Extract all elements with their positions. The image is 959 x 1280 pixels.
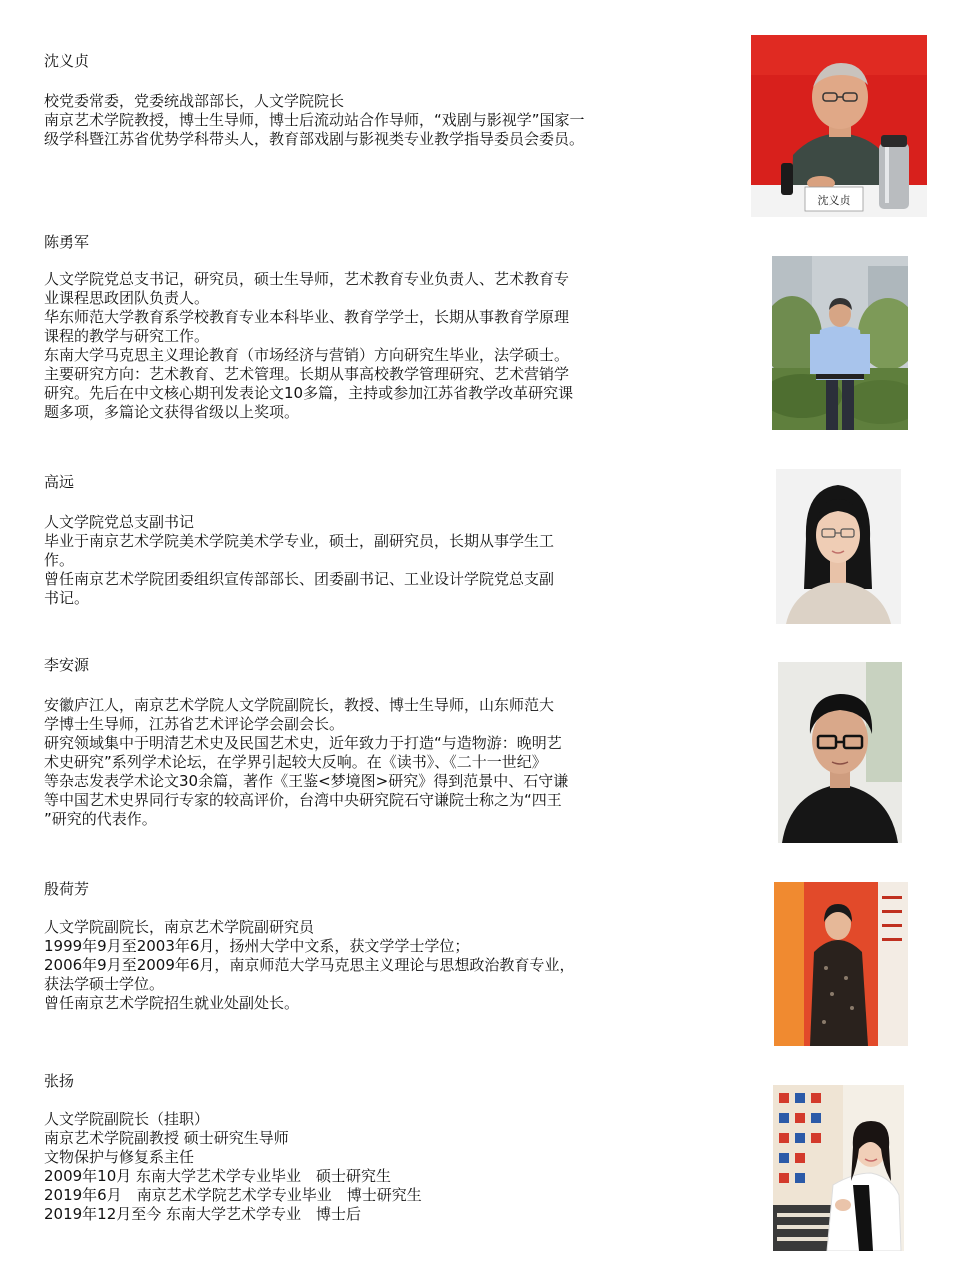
portrait-photo-gao-yuan	[776, 469, 901, 624]
bio-line: 级学科暨江苏省优势学科带头人，教育部戏剧与影视类专业教学指导委员会委员。	[44, 130, 585, 148]
person-bio-chen-yongjun	[44, 270, 704, 422]
bio-line: 业课程思政团队负责人。	[44, 289, 210, 307]
bio-line: 文物保护与修复系主任	[44, 1148, 195, 1166]
portrait-photo-yin-hefang	[774, 882, 908, 1046]
bio-line: 术史研究”系列学术论坛，在学界引起较大反响。在《读书》、《二十一世纪》	[44, 753, 547, 771]
bio-line: 2006年9月至2009年6月，南京师范大学马克思主义理论与思想政治教育专业，	[44, 956, 575, 974]
person-name-zhang-yang: 张扬	[44, 1072, 75, 1090]
person-bio-shen-yizhen	[44, 92, 704, 149]
bio-line: 安徽庐江人，南京艺术学院人文学院副院长，教授、博士生导师，山东师范大	[44, 696, 555, 714]
bio-line: 人文学院副院长，南京艺术学院副研究员	[44, 918, 315, 936]
bio-line: 获法学硕士学位。	[44, 975, 165, 993]
bio-line: 书记。	[44, 589, 90, 607]
bio-line: 南京艺术学院教授，博士生导师，博士后流动站合作导师，“戏剧与影视学”国家一	[44, 111, 585, 129]
bio-line: 2009年10月 东南大学艺术学专业毕业 硕士研究生	[44, 1167, 392, 1185]
bio-line: 1999年9月至2003年6月，扬州大学中文系，获文学学士学位；	[44, 937, 470, 955]
bio-line: 人文学院党总支副书记	[44, 513, 195, 531]
bio-line: 曾任南京艺术学院招生就业处副处长。	[44, 994, 300, 1012]
bio-line: 题多项，多篇论文获得省级以上奖项。	[44, 403, 300, 421]
bio-line: 研究。先后在中文核心期刊发表论文10多篇，主持或参加江苏省教学改革研究课	[44, 384, 574, 402]
bio-line: ”研究的代表作。	[44, 810, 157, 828]
bio-line: 主要研究方向：艺术教育、艺术管理。长期从事高校教学管理研究、艺术营销学	[44, 365, 570, 383]
bio-line: 华东师范大学教育系学校教育专业本科毕业、教育学学士，长期从事教育学原理	[44, 308, 570, 326]
portrait-photo-shen-yizhen	[751, 35, 927, 217]
person-bio-zhang-yang	[44, 1110, 704, 1224]
bio-line: 研究领域集中于明清艺术史及民国艺术史，近年致力于打造“与造物游：晚明艺	[44, 734, 562, 752]
bio-line: 曾任南京艺术学院团委组织宣传部部长、团委副书记、工业设计学院党总支副	[44, 570, 555, 588]
bio-line: 南京艺术学院副教授 硕士研究生导师	[44, 1129, 289, 1147]
person-bio-li-anyuan	[44, 696, 704, 829]
bio-line: 人文学院副院长（挂职）	[44, 1110, 210, 1128]
person-name-chen-yongjun: 陈勇军	[44, 233, 90, 251]
bio-line: 校党委常委，党委统战部部长，人文学院院长	[44, 92, 345, 110]
person-name-gao-yuan: 高远	[44, 473, 75, 491]
nameplate-text: 沈义贞	[817, 194, 851, 207]
bio-line: 2019年12月至今 东南大学艺术学专业 博士后	[44, 1205, 362, 1223]
person-bio-yin-hefang	[44, 918, 704, 1013]
person-name-shen-yizhen: 沈义贞	[44, 52, 90, 70]
portrait-photo-zhang-yang	[773, 1085, 904, 1251]
person-name-yin-hefang: 殷荷芳	[44, 880, 90, 898]
bio-line: 学博士生导师，江苏省艺术评论学会副会长。	[44, 715, 345, 733]
bio-line: 2019年6月 南京艺术学院艺术学专业毕业 博士研究生	[44, 1186, 422, 1204]
bio-line: 毕业于南京艺术学院美术学院美术学专业，硕士，副研究员，长期从事学生工	[44, 532, 555, 550]
person-name-li-anyuan: 李安源	[44, 656, 90, 674]
bio-line: 作。	[44, 551, 75, 569]
person-bio-gao-yuan	[44, 513, 704, 608]
bio-line: 等杂志发表学术论文30余篇，著作《王鉴<梦境图>研究》得到范景中、石守谦	[44, 772, 569, 790]
bio-line: 课程的教学与研究工作。	[44, 327, 210, 345]
portrait-photo-chen-yongjun	[772, 256, 908, 430]
portrait-photo-li-anyuan	[778, 662, 902, 843]
bio-line: 等中国艺术史界同行专家的较高评价，台湾中央研究院石守谦院士称之为“四王	[44, 791, 562, 809]
bio-line: 人文学院党总支书记，研究员，硕士生导师，艺术教育专业负责人、艺术教育专	[44, 270, 570, 288]
bio-line: 东南大学马克思主义理论教育（市场经济与营销）方向研究生毕业，法学硕士。	[44, 346, 570, 364]
